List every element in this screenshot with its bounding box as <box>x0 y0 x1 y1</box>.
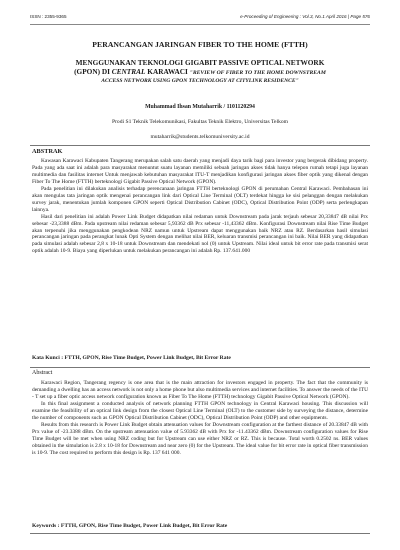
title-line-3a: (GPON) DI <box>74 66 112 76</box>
abstract-top-rule <box>30 367 370 368</box>
issn-label: ISSN : 2355-9365 <box>30 14 67 19</box>
abstract-paragraph-1: Karawaci Region, Tangerang regency is one area that is the main attraction for investors engaged in property. The fact that the community is demanding a dwelling has an access network is not only a home phone but also multimedia services and internet facilities. To answer the needs of the ITU - T set up a fiber optic access network configuration known as Fiber To The Home (FTTH) technology Gigabit Passive Optical Network (GPON). <box>32 380 368 400</box>
abstrak-heading: ABSTRAK <box>32 148 63 155</box>
paper-title <box>42 40 358 85</box>
journal-citation: e-Proceeding of Engineering : Vol.3, No.1 April 2016 | Page 576 <box>240 14 370 19</box>
abstrak-top-rule <box>30 145 370 146</box>
keywords: Keywords : FTTH, GPON, Rise Time Budget, Power Link Budget, Bit Error Rate <box>32 523 228 529</box>
abstrak-paragraph-1: Kawasan Karawaci Kabupaten Tangerang merupakan salah satu daerah yang menjadi daya tarik bagi para investor yang bergerak dibidang property. Pada yang ada saat ini adalah para masyarakat menuntut suatu layanan memiliki sebuah jaringan akses tidak hanya telepon rumah tetapi juga layanan multimedia dan fasilitas internet Untuk menjawab kebutuhan masyarakat ITU-T menjadikan konfigurasi jaringan akses fiber optik yang dikenal dengan Fiber To The Home (FTTH) berteknologi Gigabit Passive Optical Network (GPON). <box>32 158 368 185</box>
title-line-3b: CENTRAL <box>111 66 146 76</box>
abstract-paragraph-2: In this final assignment a conducted analysis of network planning FTTH GPON technology in Central Karawaci housing. This discussion will examine the feasibility of an optical link design from the closest Optical Line Terminal (OLT) to the customer side by surveying the distance, determine the number of components such as GPON Optical Distribution Cabinet (ODC), Optical Distribution Point (ODP) and other equipments. <box>32 400 368 421</box>
abstrak-paragraph-2: Pada penelitian ini dilakukan analisis terhadap perencanaan jaringan FTTH berteknologi GPON di perumahan Central Karawaci. Pembahasan ini akan mengulas tata jaringan optik mengenai perancangan link dari Optical Line Terminal (OLT) terdekat hingga ke sisi pelanggan dengan melakukan survey jarak, menentukan jumlah komponen GPON seperti Optical Distribution Cabinet (ODC), Optical Distribution Point (ODP) serta perlengkapan lainnya. <box>32 185 368 213</box>
header-rule <box>30 24 370 25</box>
abstract-paragraph-3: Results from this research is Power Link Budget obtain attenuation values for Downstream configuration at the farthest distance of 20.33847 dB with Prx value of -23.3388 dBm. On the upstream attenuation value of 5.93362 dB with Prx for -11.43362 dBm. Downstream configuration values for Rise Time Budget will be met when using NRZ coding but for Upstream can use either NRZ or RZ. This is because. Total worth 0.2502 ns. BER values obtained in the simulation is 2.8 x 10-18 for Downstream and near zero (0) for the Upstream. The ideal value for bit error rate in optical fiber transmission is 10-9. The cost required to perform this design is Rp. 137 641 000. <box>32 421 368 456</box>
title-line-3d: "REVIEW OF FIBER TO THE HOME DOWNSTREAM <box>189 69 326 76</box>
kata-kunci: Kata Kunci : FTTH, GPON, Rise Time Budget, Power Link Budget, Bit Error Rate <box>32 355 231 361</box>
abstract-heading: Abstract <box>32 370 53 376</box>
author-email: mutaharrik@students.telkomuniversity.ac.id <box>150 134 250 140</box>
abstract-body <box>32 380 368 456</box>
abstrak-paragraph-3: Hasil dari penelitian ini adalah Power Link Budget didapatkan nilai redaman untuk Downstream pada jarak terjauh sebesar 20,33847 dB nilai Prx sebesar -23,3388 dBm. Pada upstream nilai redaman sebesar 5,93362 dB Prx sebesar -11,43362 dBm. Konfigurasi Downstream nilai Rise Time Budget akan terpenuhi jika menggunakan pengkodean NRZ namun untuk Upstream dapat menggunakan baik NRZ atau RZ. Berdasarkan hasil simulasi perancangan jaringan pada perangkat lunak Opti System dengan melihat nilai BER, keluaran transmisi perancangan ini baik. Nilai BER yang didapatkan pada simulasi adalah sebesar 2,8 x 10-18 untuk Downstream dan mendekati nol (0) untuk Upstream. Nilai ideal untuk bit error rate pada transmisi serat optik adalah 10-9. Biaya yang diperlukan untuk melakukan perancangan ini adalah Rp. 137.641.000 <box>32 213 368 255</box>
author-name: Muhammad Ihsan Mutaharrik / 1101120294 <box>145 104 255 110</box>
title-line-2: MENGGUNAKAN TEKNOLOGI GIGABIT PASSIVE OPTICAL NETWORK <box>75 58 325 67</box>
title-line-3 <box>42 68 358 78</box>
abstract-bottom-rule <box>30 533 370 534</box>
title-line-3c: KARAWACI <box>145 66 190 76</box>
title-line-1: PERANCANGAN JARINGAN FIBER TO THE HOME (FTTH) <box>92 40 308 49</box>
title-line-4: ACCESS NETWORK USING GPON TECHNOLOGY AT CITYLINK RESIDENCE" <box>101 77 299 84</box>
affiliation: Prodi S1 Teknik Telekomunikasi, Fakultas Teknik Elektro, Universitas Telkom <box>111 119 289 125</box>
abstrak-body <box>32 158 368 255</box>
